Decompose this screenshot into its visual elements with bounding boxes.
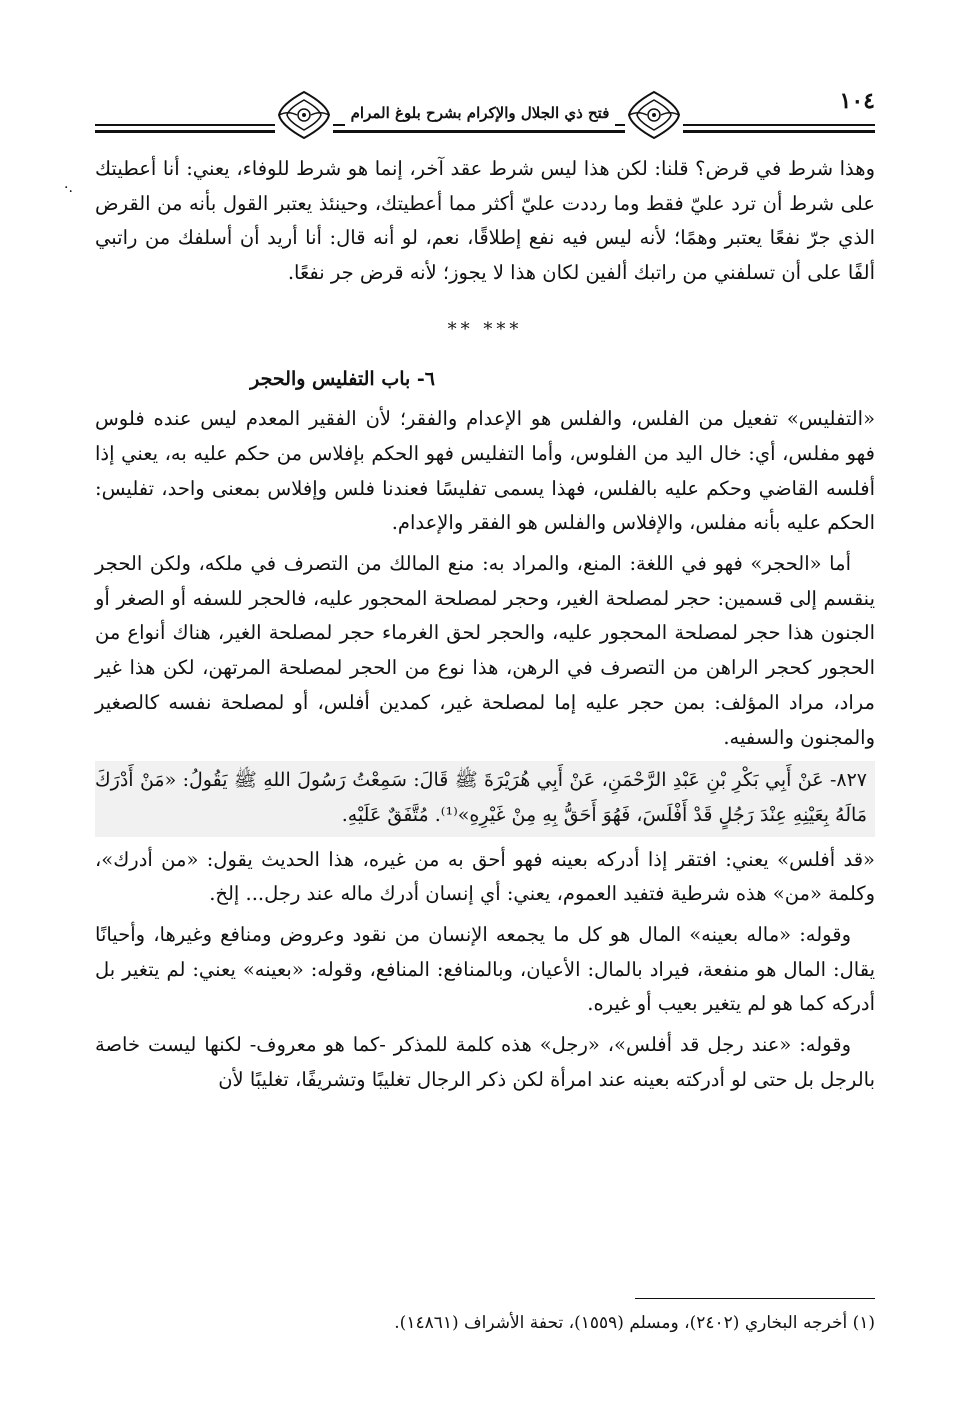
main-text [95, 152, 875, 1098]
page-number: ١٠٤ [836, 88, 875, 114]
footnote-rule [635, 1298, 875, 1299]
hadith-text: ٨٢٧- عَنْ أَبِي بَكْرِ بْنِ عَبْدِ الرَّحْمَنِ، عَنْ أَبِي هُرَيْرَةَ ﷺ قَالَ: سَمِعْتُ رَسُولَ اللهِ ﷺ يَقُولُ: «مَنْ أَدْرَكَ مَالَهُ بِعَيْنِهِ عِنْدَ رَجُلٍ قَدْ أَفْلَسَ، فَهُوَ أَحَقُّ بِهِ مِنْ غَيْرِهِ»⁽¹⁾. مُتَّفَقٌ عَلَيْهِ. [95, 761, 875, 836]
paragraph: «قد أفلس» يعني: افتقر إذا أدركه بعينه فهو أحق به من غيره، هذا الحديث يقول: «من أدرك»، وكلمة «من» هذه شرطية فتفيد العموم، يعني: أي إنسان أدرك ماله عند رجل... إلخ. [95, 847, 875, 906]
paragraph: وهذا شرط في قرض؟ قلنا: لكن هذا ليس شرط عقد آخر، إنما هو شرط للوفاء، يعني: أنا أعطيتك على شرط أن ترد عليّ فقط وما رددت عليّ أكثر مما أعطيتك، وحينئذ يعتبر القول بأنه من القرض الذي جرّ نفعًا يعتبر وهمًا؛ لأنه ليس فيه نفع إطلاقًا، نعم، لو أنه قال: أنا أريد أن أسلفك من راتبي ألفًا على أن تسلفني من راتبك ألفين لكان هذا لا يجوز؛ لأنه قرض جر نفعًا. [95, 157, 875, 285]
paragraph: «التفليس» تفعيل من الفلس، والفلس هو الإعدام والفقر؛ لأن الفقير المعدم ليس عنده فلوس فهو مفلس، أي: خال اليد من الفلوس، وأما التفليس فهو الحكم بإفلاس من حكم عليه به، يعني إذا أفلسه القاضي وحكم عليه بالفلس، فهذا يسمى تفليسًا فعندنا فلس وإفلاس بمعنى واحد، تفليس: الحكم عليه بأنه مفلس، والإفلاس والفلس هو الفقر والإعدام. [95, 407, 875, 535]
margin-dots: ·. [64, 180, 73, 196]
ornament-right-icon [625, 88, 683, 142]
paragraph: أما «الحجر» فهو في اللغة: المنع، والمراد به: منع المالك من التصرف في ملكه، ولكن الحجر ينقسم إلى قسمين: حجر لمصلحة الغير، وحجر لمصلحة المحجور عليه، فالحجر للسفه أو الصغر أو الجنون هذا حجر لمصلحة المحجور عليه، والحجر لحق الغرماء حجر لمصلحة الغير، هناك أنواع من الحجور كحجر الراهن من التصرف في الرهن، هذا نوع من الحجر لمصلحة المرتهن، لكن هذا غير مراد، مراد المؤلف: بمن حجر عليه إما لمصلحة غير، كمدين أفلس، أو لمصلحة نفسه كالصغير والمجنون والسفيه. [95, 552, 875, 749]
section-separator: *** ** [447, 318, 523, 340]
paragraph: وقوله: «عند رجل قد أفلس»، «رجل» هذه كلمة للمذكر -كما هو معروف- لكنها ليست خاصة بالرجل بل حتى لو أدركته بعينه عند امرأة لكن ذكر الرجال تغليبًا وتشريفًا، تغليبًا لأن [95, 1033, 875, 1091]
running-title: فتح ذي الجلال والإكرام بشرح بلوغ المرام [345, 104, 615, 126]
paragraph: وقوله: «ماله بعينه» المال هو كل ما يجمعه الإنسان من نقود وعروض ومنافع وغيرها، وأحيانًا يقال: المال هو منفعة، فيراد بالمال: الأعيان، وبالمنافع: المنافع، وقوله: «بعينه» يعني: لم يتغير بل أدركه كما هو لم يتغير بعيب أو غيره. [95, 923, 875, 1016]
chapter-title: ٦- باب التفليس والحجر [250, 367, 435, 390]
header-rule-thick [95, 130, 875, 133]
ornament-left-icon [275, 88, 333, 142]
footnote: (١) أخرجه البخاري (٢٤٠٢)، ومسلم (١٥٥٩)، تحفة الأشراف (١٤٨٦١). [394, 1313, 875, 1333]
page-header [95, 86, 875, 144]
